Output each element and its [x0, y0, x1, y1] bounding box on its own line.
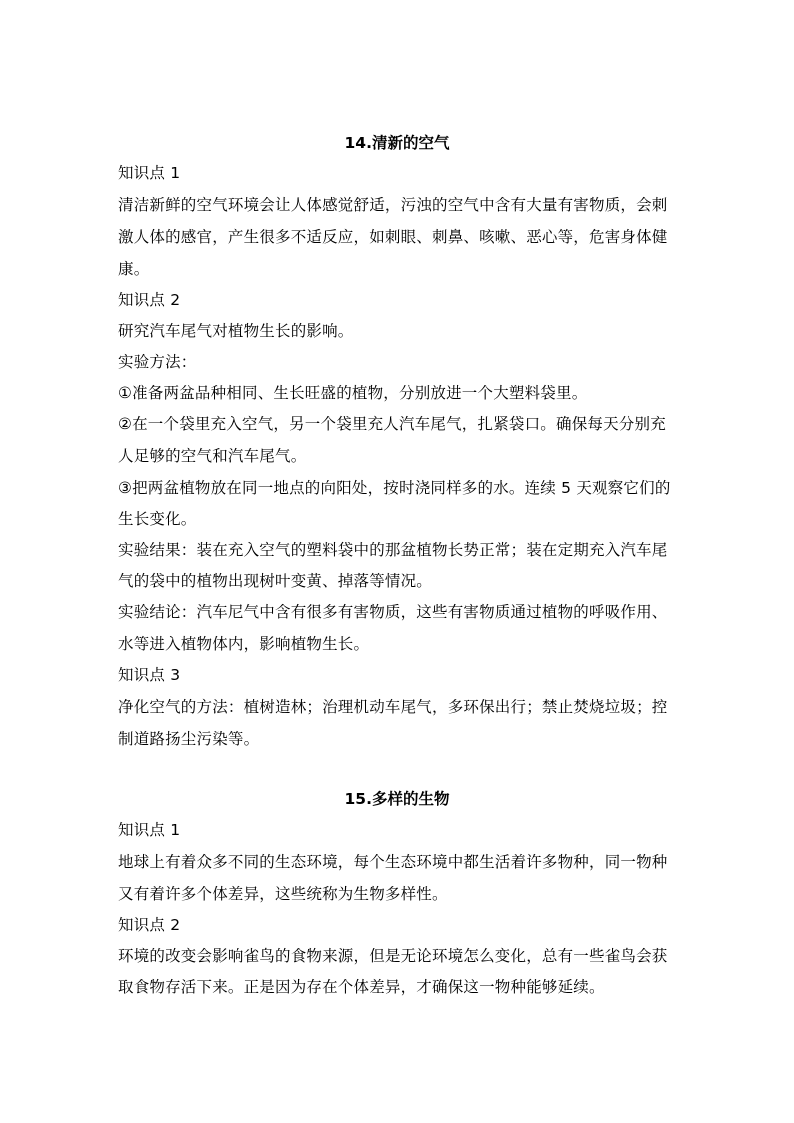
section-14-knowledge-1-line-2: 激人体的感官，产生很多不适反应，如刺眼、刺鼻、咳嗽、恶心等，危害身体健 [118, 228, 668, 246]
section-14-knowledge-3-line-1: 净化空气的方法：植树造林；治理机动车尾气，多环保出行；禁止焚烧垃圾；控 [118, 698, 668, 716]
experiment-conclusion-line-2: 水等进入植物体内，影响植物生长。 [118, 635, 370, 653]
section-14-knowledge-1-line-3: 康。 [118, 260, 150, 278]
experiment-step-2-line-1: ②在一个袋里充入空气，另一个袋里充人汽车尾气，扎紧袋口。确保每天分别充 [118, 415, 666, 433]
experiment-conclusion-line-1: 实验结论：汽车尼气中含有很多有害物质，这些有害物质通过植物的呼吸作用、 [118, 603, 668, 621]
section-14-knowledge-3-line-2: 制道路扬尘污染等。 [118, 730, 260, 748]
experiment-result-line-2: 气的袋中的植物出现树叶变黄、掉落等情况。 [118, 572, 433, 590]
experiment-step-1: ①准备两盆品种相同、生长旺盛的植物，分别放进一个大塑料袋里。 [118, 384, 588, 402]
section-15-title: 15.多样的生物 [344, 790, 450, 808]
experiment-step-3-line-2: 生长变化。 [118, 510, 197, 528]
section-15-knowledge-2-line-2: 取食物存活下来。正是因为存在个体差异，才确保这一物种能够延续。 [118, 978, 605, 996]
experiment-result-line-1: 实验结果：装在充入空气的塑料袋中的那盆植物长势正常；装在定期充入汽车尾 [118, 541, 668, 559]
experiment-step-3-line-1: ③把两盆植物放在同一地点的向阳处，按时浇同样多的水。连续 5 天观察它们的 [118, 479, 671, 497]
section-14-knowledge-2-intro: 研究汽车尾气对植物生长的影响。 [118, 322, 354, 340]
section-14-knowledge-1-line-1: 清洁新鲜的空气环境会让人体感觉舒适，污浊的空气中含有大量有害物质，会刺 [118, 196, 668, 214]
section-14-knowledge-3-label: 知识点 3 [118, 666, 181, 684]
experiment-method-label: 实验方法： [118, 353, 197, 371]
section-15-knowledge-2-label: 知识点 2 [118, 916, 181, 934]
section-15-knowledge-1-line-1: 地球上有着众多不同的生态环境，每个生态环境中都生活着许多物种，同一物种 [118, 853, 668, 871]
section-15-knowledge-1-line-2: 又有着许多个体差异，这些统称为生物多样性。 [118, 885, 448, 903]
section-14-title: 14.清新的空气 [344, 134, 450, 152]
section-14-knowledge-2-label: 知识点 2 [118, 291, 181, 309]
experiment-step-2-line-2: 人足够的空气和汽车尾气。 [118, 447, 307, 465]
section-15-knowledge-1-label: 知识点 1 [118, 821, 181, 839]
section-14-knowledge-1-label: 知识点 1 [118, 164, 181, 182]
section-15-knowledge-2-line-1: 环境的改变会影响雀鸟的食物来源，但是无论环境怎么变化，总有一些雀鸟会获 [118, 947, 668, 965]
